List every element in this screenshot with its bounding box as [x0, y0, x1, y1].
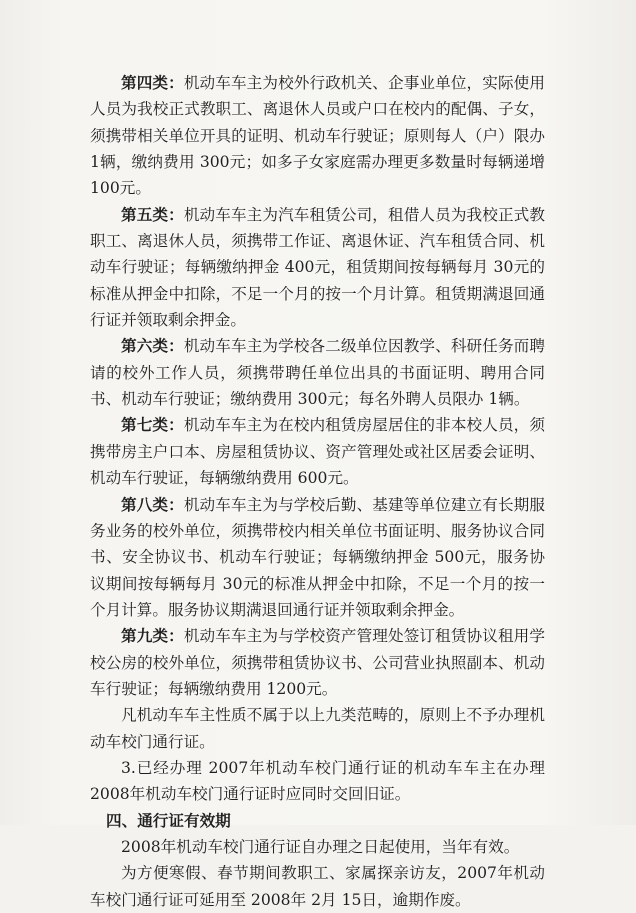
category-5-text: 机动车车主为汽车租赁公司，租借人员为我校正式教职工、离退休人员，须携带工作证、离退休证、汽车租赁合同、机动车行驶证；每辆缴纳押金 400元，租赁期间按每辆每月 30元的标准从押金中扣除，不足一个月的按一个月计算。租赁期满退回通行证并领取剩余押金。	[90, 205, 545, 330]
paragraph-category-9	[90, 623, 545, 702]
category-5-label: 第五类：	[121, 204, 184, 224]
section-heading	[90, 808, 545, 834]
category-8-label: 第八类：	[121, 494, 184, 514]
paragraph-extension	[90, 860, 545, 913]
category-7-text: 机动车车主为在校内租赁房屋居住的非本校人员，须携带房主户口本、房屋租赁协议、资产管理处或社区居委会证明、机动车行驶证，每辆缴纳费用 600元。	[90, 416, 545, 488]
document-body	[90, 70, 545, 913]
paragraph-category-4	[90, 70, 545, 202]
category-7-label: 第七类：	[121, 415, 184, 435]
paragraph-validity	[90, 834, 545, 860]
paragraph-category-5	[90, 202, 545, 334]
exclusion-note-text: 凡机动车车主性质不属于以上九类范畴的，原则上不予办理机动车校门通行证。	[90, 706, 545, 751]
category-6-text: 机动车车主为学校各二级单位因教学、科研任务而聘请的校外工作人员，须携带聘任单位出具的书面证明、聘用合同书、机动车行驶证；缴纳费用 300元；每名外聘人员限办 1辆。	[90, 337, 545, 409]
item-3-text: 3.已经办理 2007年机动车校门通行证的机动车车主在办理 2008年机动车校门通行证时应同时交回旧证。	[90, 758, 545, 804]
paragraph-exclusion-note	[90, 702, 545, 755]
extension-text: 为方便寒假、春节期间教职工、家属探亲访友，2007年机动车校门通行证可延用至 2008年 2月 15日，逾期作废。	[90, 864, 545, 909]
category-8-text: 机动车车主为与学校后勤、基建等单位建立有长期服务业务的校外单位，须携带校内相关单位书面证明、服务协议合同书、安全协议书、机动车行驶证；每辆缴纳押金 500元，服务协议期间按每辆每月 30元的标准从押金中扣除，不足一个月的按一个月计算。服务协议期满退回通行证并领取剩余押金。	[90, 495, 545, 619]
paragraph-item-3	[90, 755, 545, 808]
category-4-text: 机动车车主为校外行政机关、企事业单位，实际使用人员为我校正式教职工、离退休人员或户口在校内的配偶、子女，须携带相关单位开具的证明、机动车行驶证；原则每人（户）限办1辆，缴纳费用 300元；如多子女家庭需办理更多数量时每辆递增100元。	[90, 74, 545, 198]
paragraph-category-8	[90, 492, 545, 624]
paragraph-category-6	[90, 333, 545, 412]
section-heading-text: 四、通行证有效期	[106, 810, 231, 830]
paragraph-category-7	[90, 412, 545, 491]
category-9-text: 机动车车主为与学校资产管理处签订租赁协议租用学校公房的校外单位，须携带租赁协议书、公司营业执照副本、机动车行驶证；每辆缴纳费用 1200元。	[90, 627, 545, 698]
category-4-label: 第四类：	[121, 73, 184, 92]
category-9-label: 第九类：	[121, 626, 184, 646]
validity-text: 2008年机动车校门通行证自办理之日起使用，当年有效。	[121, 837, 520, 856]
category-6-label: 第六类：	[121, 336, 184, 356]
